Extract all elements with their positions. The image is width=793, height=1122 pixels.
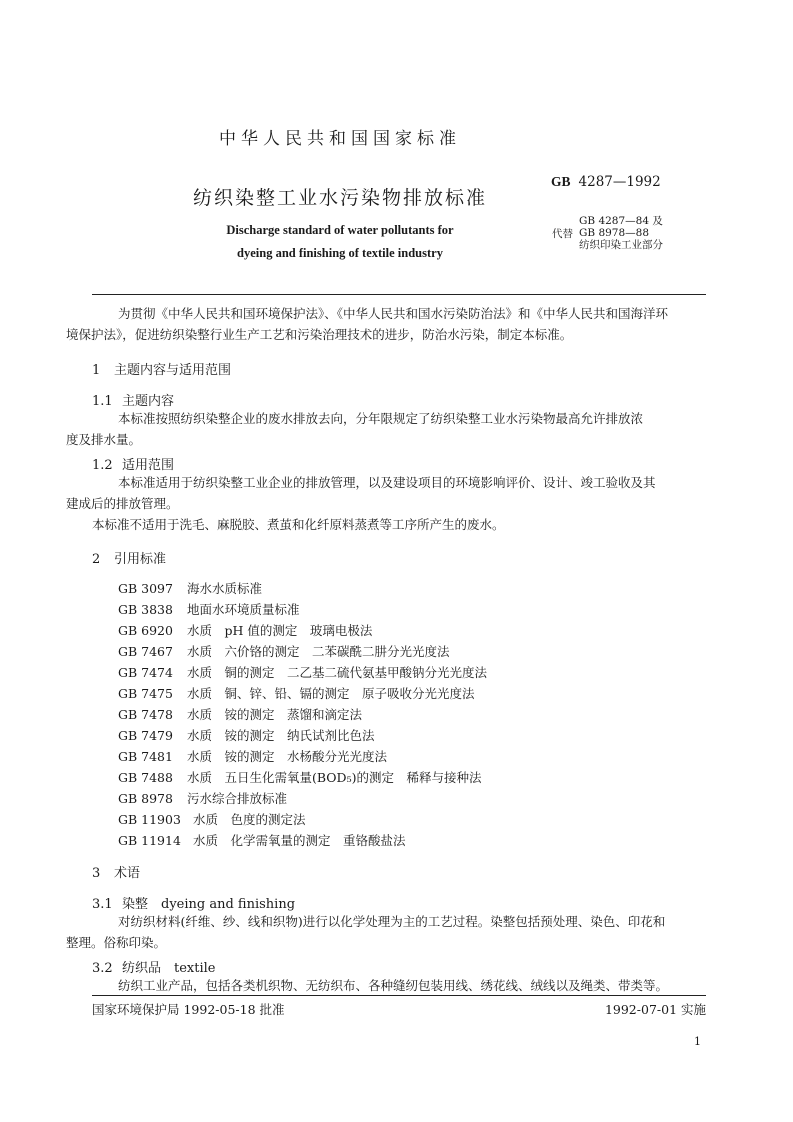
section-heading-3	[92, 862, 140, 881]
page-number: 1	[694, 1035, 701, 1048]
reference-item	[118, 789, 287, 807]
replaces-line: 纺织印染工业部分	[579, 239, 663, 251]
reference-item	[118, 600, 300, 618]
subsection-heading-3-1	[92, 893, 295, 912]
section-title: 主题内容与适用范围	[114, 363, 232, 378]
section-heading-2	[92, 548, 166, 567]
section-heading-1	[92, 359, 231, 378]
reference-code: GB 11914	[118, 833, 181, 848]
reference-code: GB 7479	[118, 728, 173, 743]
reference-code: GB 7467	[118, 644, 173, 659]
section-title: 术语	[114, 866, 141, 881]
reference-title: 海水水质标准	[187, 581, 263, 596]
reference-title: 水质 铵的测定 纳氏试剂比色法	[187, 728, 375, 743]
subsection-number: 1.2	[92, 458, 113, 473]
reference-code: GB 11903	[118, 812, 181, 827]
reference-item	[118, 831, 406, 849]
reference-code: GB 7481	[118, 749, 173, 764]
paragraph-line: 建成后的排放管理。	[66, 496, 179, 511]
reference-code: GB 3097	[118, 581, 173, 596]
reference-title: 水质 五日生化需氧量(BOD₅)的测定 稀释与接种法	[187, 770, 482, 785]
reference-title: 水质 化学需氧量的测定 重铬酸盐法	[193, 833, 406, 848]
reference-code: GB 3838	[118, 602, 173, 617]
footer-divider	[92, 995, 706, 996]
replaces-line: GB 4287—84 及	[579, 215, 663, 227]
paragraph-line: 度及排水量。	[66, 432, 142, 447]
subsection-heading-1-1	[92, 390, 174, 409]
reference-title: 水质 六价铬的测定 二苯碳酰二肼分光光度法	[187, 644, 450, 659]
document-title-en-line1: Discharge standard of water pollutants for	[226, 223, 454, 237]
reference-code: GB 7478	[118, 707, 173, 722]
replaces-line: GB 8978—88	[579, 227, 650, 239]
reference-code: GB 7488	[118, 770, 173, 785]
national-standard-heading: 中华人民共和国国家标准	[219, 129, 461, 149]
document-title-cn: 纺织染整工业水污染物排放标准	[192, 187, 487, 209]
reference-item	[118, 705, 362, 723]
reference-item	[118, 684, 475, 702]
subsection-number: 3.1	[92, 897, 113, 912]
reference-title: 水质 铜的测定 二乙基二硫代氨基甲酸钠分光光度法	[187, 665, 488, 680]
reference-item	[118, 726, 375, 744]
subsection-title: 主题内容	[122, 394, 175, 409]
reference-title: 地面水环境质量标准	[187, 602, 300, 617]
reference-item	[118, 621, 372, 639]
subsection-title: 适用范围	[122, 458, 175, 473]
document-title-en-line2: dyeing and finishing of textile industry	[237, 246, 443, 260]
standard-number-value: 4287—1992	[578, 174, 661, 190]
reference-code: GB 7475	[118, 686, 173, 701]
foreword	[66, 303, 706, 345]
subsection-title: 纺织品 textile	[122, 961, 216, 976]
paragraph-line: 整理。俗称印染。	[66, 935, 167, 950]
paragraph-1-2	[66, 472, 706, 535]
reference-item	[118, 663, 487, 681]
foreword-line: 为贯彻《中华人民共和国环境保护法》、《中华人民共和国水污染防治法》和《中华人民共和国海洋环	[118, 306, 669, 321]
reference-item	[118, 810, 306, 828]
paragraph-line: 本标准按照纺织染整企业的废水排放去向，分年限规定了纺织染整工业水污染物最高允许排放浓	[118, 411, 644, 426]
paragraph-line: 本标准适用于纺织染整工业企业的排放管理，以及建设项目的环境影响评价、设计、竣工验收及其	[118, 475, 656, 490]
replaces-label: 代替	[552, 228, 573, 240]
standard-prefix: GB	[551, 174, 571, 189]
foreword-line: 境保护法》，促进纺织染整行业生产工艺和污染治理技术的进步，防治水污染，制定本标准。	[66, 327, 573, 342]
section-number: 3	[92, 866, 101, 881]
subsection-heading-1-2	[92, 454, 174, 473]
reference-code: GB 7474	[118, 665, 173, 680]
subsection-number: 1.1	[92, 394, 113, 409]
header-divider	[92, 294, 706, 295]
reference-title: 水质 pH 值的测定 玻璃电极法	[187, 623, 373, 638]
subsection-title: 染整 dyeing and finishing	[122, 897, 296, 912]
implementation-date: 1992-07-01 实施	[604, 1002, 706, 1017]
reference-title: 水质 色度的测定法	[193, 812, 306, 827]
subsection-heading-3-2	[92, 957, 215, 976]
paragraph-line: 本标准不适用于洗毛、麻脱胶、煮茧和化纤原料蒸煮等工序所产生的废水。	[92, 517, 505, 532]
section-number: 1	[92, 363, 101, 378]
paragraph-line: 纺织工业产品，包括各类机织物、无纺织布、各种缝纫包装用线、绣花线、绒线以及绳类、带类等。	[118, 978, 669, 993]
reference-item	[118, 579, 262, 597]
reference-item	[118, 747, 387, 765]
reference-title: 水质 铵的测定 水杨酸分光光度法	[187, 749, 388, 764]
paragraph-1-1	[66, 408, 706, 450]
approval-note: 国家环境保护局 1992-05-18 批准	[92, 1002, 285, 1017]
reference-title: 水质 铵的测定 蒸馏和滴定法	[187, 707, 363, 722]
section-title: 引用标准	[114, 552, 167, 567]
reference-code: GB 8978	[118, 791, 173, 806]
reference-item	[118, 642, 450, 660]
paragraph-3-1	[66, 911, 706, 953]
section-number: 2	[92, 552, 101, 567]
reference-code: GB 6920	[118, 623, 173, 638]
reference-title: 污水综合排放标准	[187, 791, 288, 806]
subsection-number: 3.2	[92, 961, 113, 976]
paragraph-3-2	[92, 975, 706, 996]
reference-title: 水质 铜、锌、铅、镉的测定 原子吸收分光光度法	[187, 686, 475, 701]
paragraph-line: 对纺织材料(纤维、纱、线和织物)进行以化学处理为主的工艺过程。染整包括预处理、染色、印花和	[118, 914, 666, 929]
reference-item	[118, 768, 481, 786]
